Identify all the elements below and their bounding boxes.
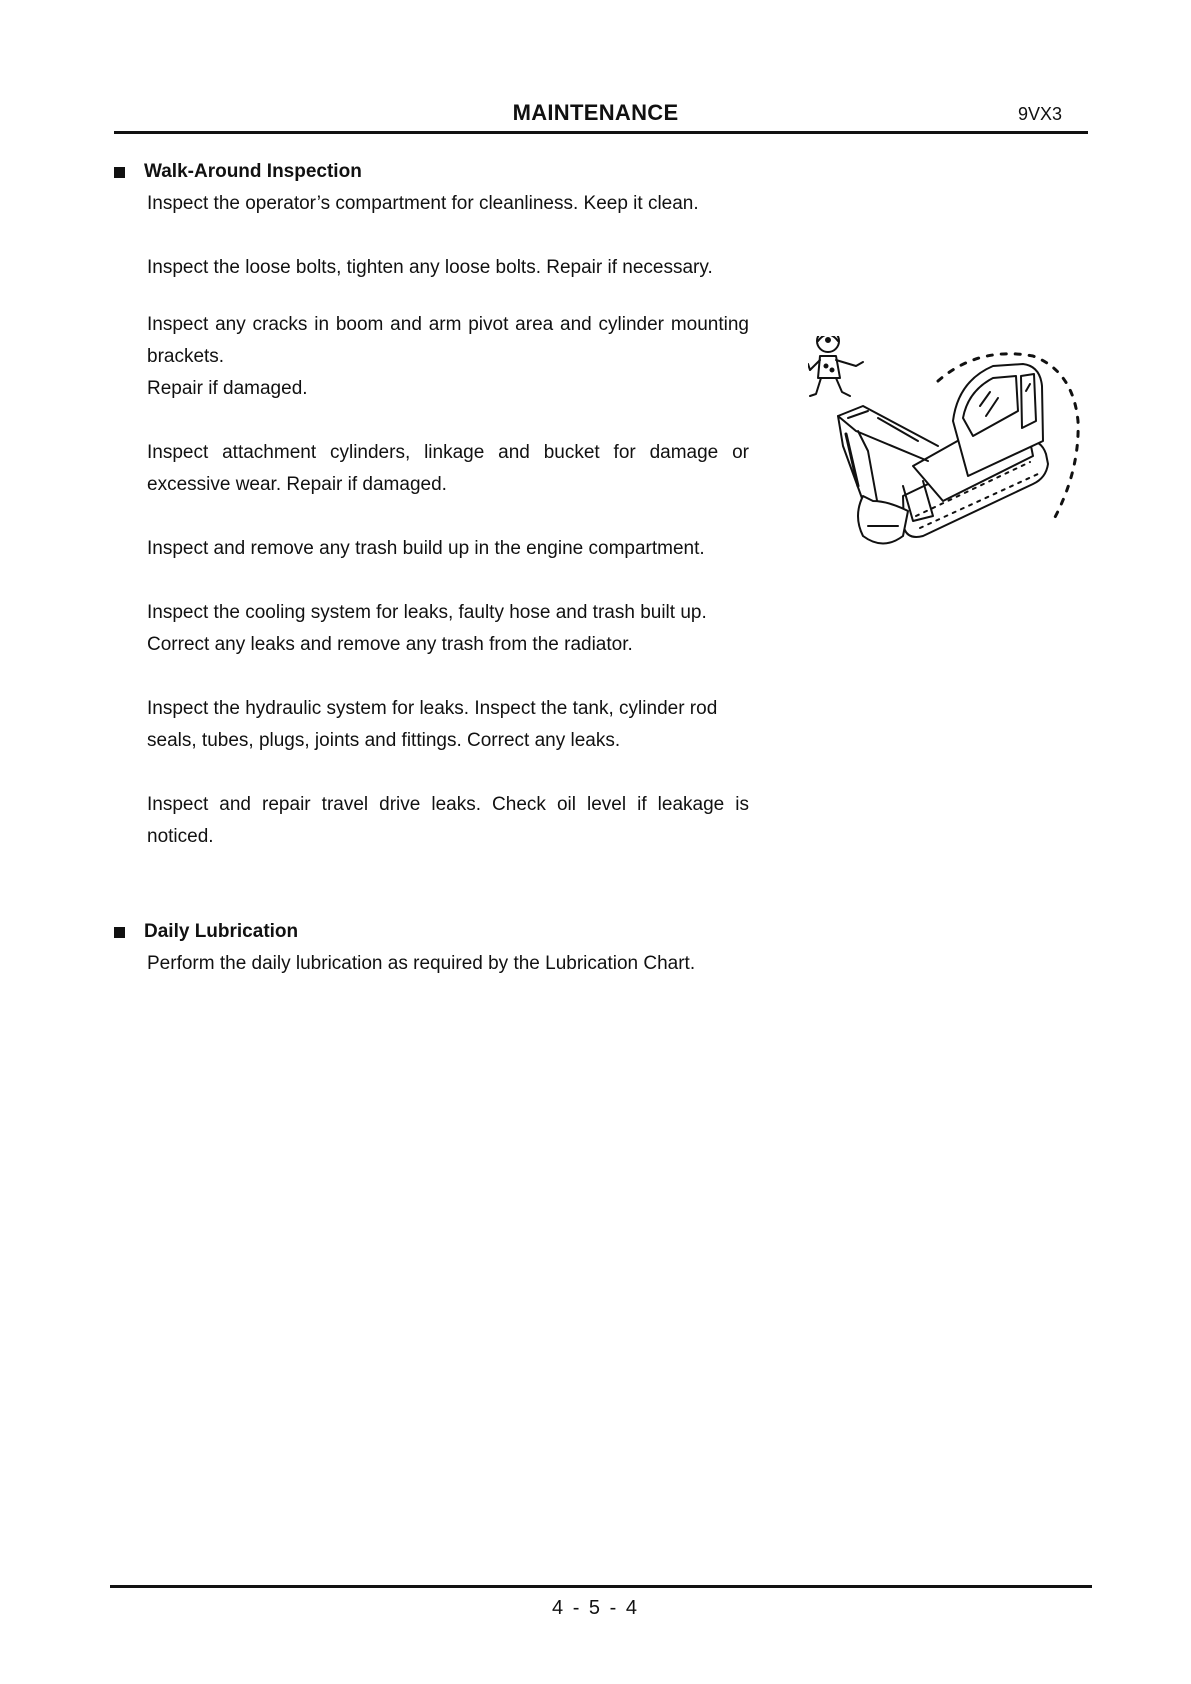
paragraph-bolts: Inspect the loose bolts, tighten any loose bolts. Repair if necessary.: [147, 257, 713, 278]
paragraph-attachment: Inspect attachment cylinders, linkage and bucket for damage or excessive wear. Repair if damaged.: [147, 442, 749, 495]
paragraph-compartment: Inspect the operator’s compartment for cleanliness. Keep it clean.: [147, 193, 699, 214]
page-title: MAINTENANCE: [512, 100, 679, 125]
paragraph-lubrication: Perform the daily lubrication as required by the Lubrication Chart.: [147, 953, 696, 974]
square-bullet-icon: [114, 927, 125, 938]
paragraph-cooling: Inspect the cooling system for leaks, faulty hose and trash built up. Correct any leaks and remove any trash from the radiator.: [147, 602, 707, 655]
footer-rule: [110, 1585, 1092, 1588]
square-bullet-icon: [114, 167, 125, 178]
section-heading-walk-around: [114, 161, 362, 183]
excavator-walk-around-icon: [808, 336, 1090, 563]
section-heading-text: Walk-Around Inspection: [144, 161, 362, 182]
page-number: 4 - 5 - 4: [552, 1597, 639, 1619]
paragraph-travel-drive: Inspect and repair travel drive leaks. Check oil level if leakage is noticed.: [147, 794, 749, 847]
model-code: 9VX3: [1018, 104, 1063, 124]
section-heading-text: Daily Lubrication: [144, 921, 299, 942]
header-rule: [114, 131, 1088, 134]
paragraph-repair-damaged: Repair if damaged.: [147, 378, 308, 399]
paragraph-cracks: Inspect any cracks in boom and arm pivot area and cylinder mounting brackets.: [147, 314, 749, 367]
paragraph-hydraulic: Inspect the hydraulic system for leaks. Inspect the tank, cylinder rod seals, tubes, plugs, joints and fittings. Correct any leaks.: [147, 698, 718, 751]
paragraph-engine: Inspect and remove any trash build up in the engine compartment.: [147, 538, 705, 559]
section-heading-daily-lubrication: [114, 921, 298, 943]
